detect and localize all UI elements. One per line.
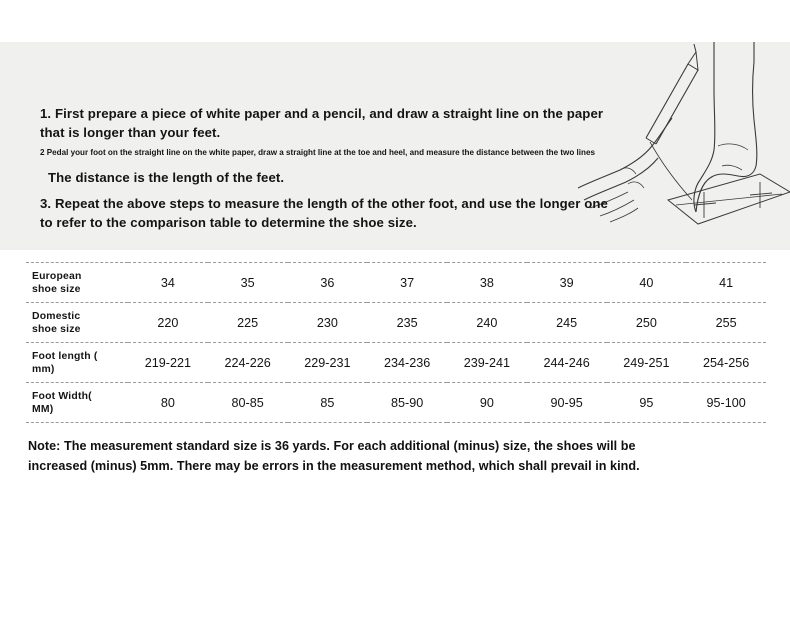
table-row bbox=[26, 263, 766, 303]
row-header-foot-length bbox=[26, 343, 128, 383]
row-header-line-1: Foot Width( bbox=[32, 390, 92, 402]
cell: 219-221 bbox=[128, 343, 208, 383]
row-header-european-shoe-size bbox=[26, 263, 128, 303]
row-header-line-1: Foot length ( bbox=[32, 350, 98, 362]
row-header-foot-width bbox=[26, 383, 128, 423]
row-header-line-1: Domestic bbox=[32, 310, 81, 322]
cell: 239-241 bbox=[447, 343, 527, 383]
measurement-note: Note: The measurement standard size is 36 yards. For each additional (minus) size, the shoes will be increased (minus) 5mm. There may be errors in the measurement method, which shall prevail in kind. bbox=[28, 439, 640, 473]
cell: 229-231 bbox=[288, 343, 368, 383]
row-header-line-2: shoe size bbox=[32, 323, 81, 335]
cell: 220 bbox=[128, 303, 208, 343]
row-header-line-1: European bbox=[32, 270, 82, 282]
row-header-line-2: shoe size bbox=[32, 283, 81, 295]
cell: 230 bbox=[288, 303, 368, 343]
table-row bbox=[26, 303, 766, 343]
instruction-text-block bbox=[40, 104, 610, 238]
cell: 240 bbox=[447, 303, 527, 343]
cell: 41 bbox=[686, 263, 766, 303]
instruction-step-2-note: 2 Pedal your foot on the straight line on the white paper, draw a straight line at the toe and heel, and measure the distance between the two lines bbox=[40, 148, 595, 158]
cell: 40 bbox=[607, 263, 687, 303]
cell: 36 bbox=[288, 263, 368, 303]
cell: 37 bbox=[367, 263, 447, 303]
cell: 90-95 bbox=[527, 383, 607, 423]
instruction-step-3: 3. Repeat the above steps to measure the length of the other foot, and use the longer one to refer to the comparison table to determine the shoe size. bbox=[40, 195, 608, 231]
instruction-panel bbox=[0, 42, 790, 250]
cell: 85 bbox=[288, 383, 368, 423]
cell: 85-90 bbox=[367, 383, 447, 423]
cell: 34 bbox=[128, 263, 208, 303]
cell: 90 bbox=[447, 383, 527, 423]
row-header-domestic-shoe-size bbox=[26, 303, 128, 343]
cell: 235 bbox=[367, 303, 447, 343]
cell: 234-236 bbox=[367, 343, 447, 383]
cell: 249-251 bbox=[607, 343, 687, 383]
cell: 225 bbox=[208, 303, 288, 343]
size-comparison-table bbox=[26, 262, 766, 423]
instruction-step-2-bold: The distance is the length of the feet. bbox=[48, 169, 285, 185]
cell: 255 bbox=[686, 303, 766, 343]
instruction-step-1: 1. First prepare a piece of white paper and a pencil, and draw a straight line on the paper that is longer than your feet. bbox=[40, 106, 604, 141]
table-row bbox=[26, 343, 766, 383]
cell: 224-226 bbox=[208, 343, 288, 383]
size-table-wrapper bbox=[0, 262, 790, 423]
row-header-line-2: MM) bbox=[32, 403, 54, 415]
cell: 80 bbox=[128, 383, 208, 423]
cell: 245 bbox=[527, 303, 607, 343]
cell: 80-85 bbox=[208, 383, 288, 423]
cell: 95-100 bbox=[686, 383, 766, 423]
cell: 254-256 bbox=[686, 343, 766, 383]
cell: 39 bbox=[527, 263, 607, 303]
cell: 38 bbox=[447, 263, 527, 303]
cell: 244-246 bbox=[527, 343, 607, 383]
row-header-line-2: mm) bbox=[32, 363, 55, 375]
cell: 250 bbox=[607, 303, 687, 343]
cell: 35 bbox=[208, 263, 288, 303]
table-row bbox=[26, 383, 766, 423]
cell: 95 bbox=[607, 383, 687, 423]
